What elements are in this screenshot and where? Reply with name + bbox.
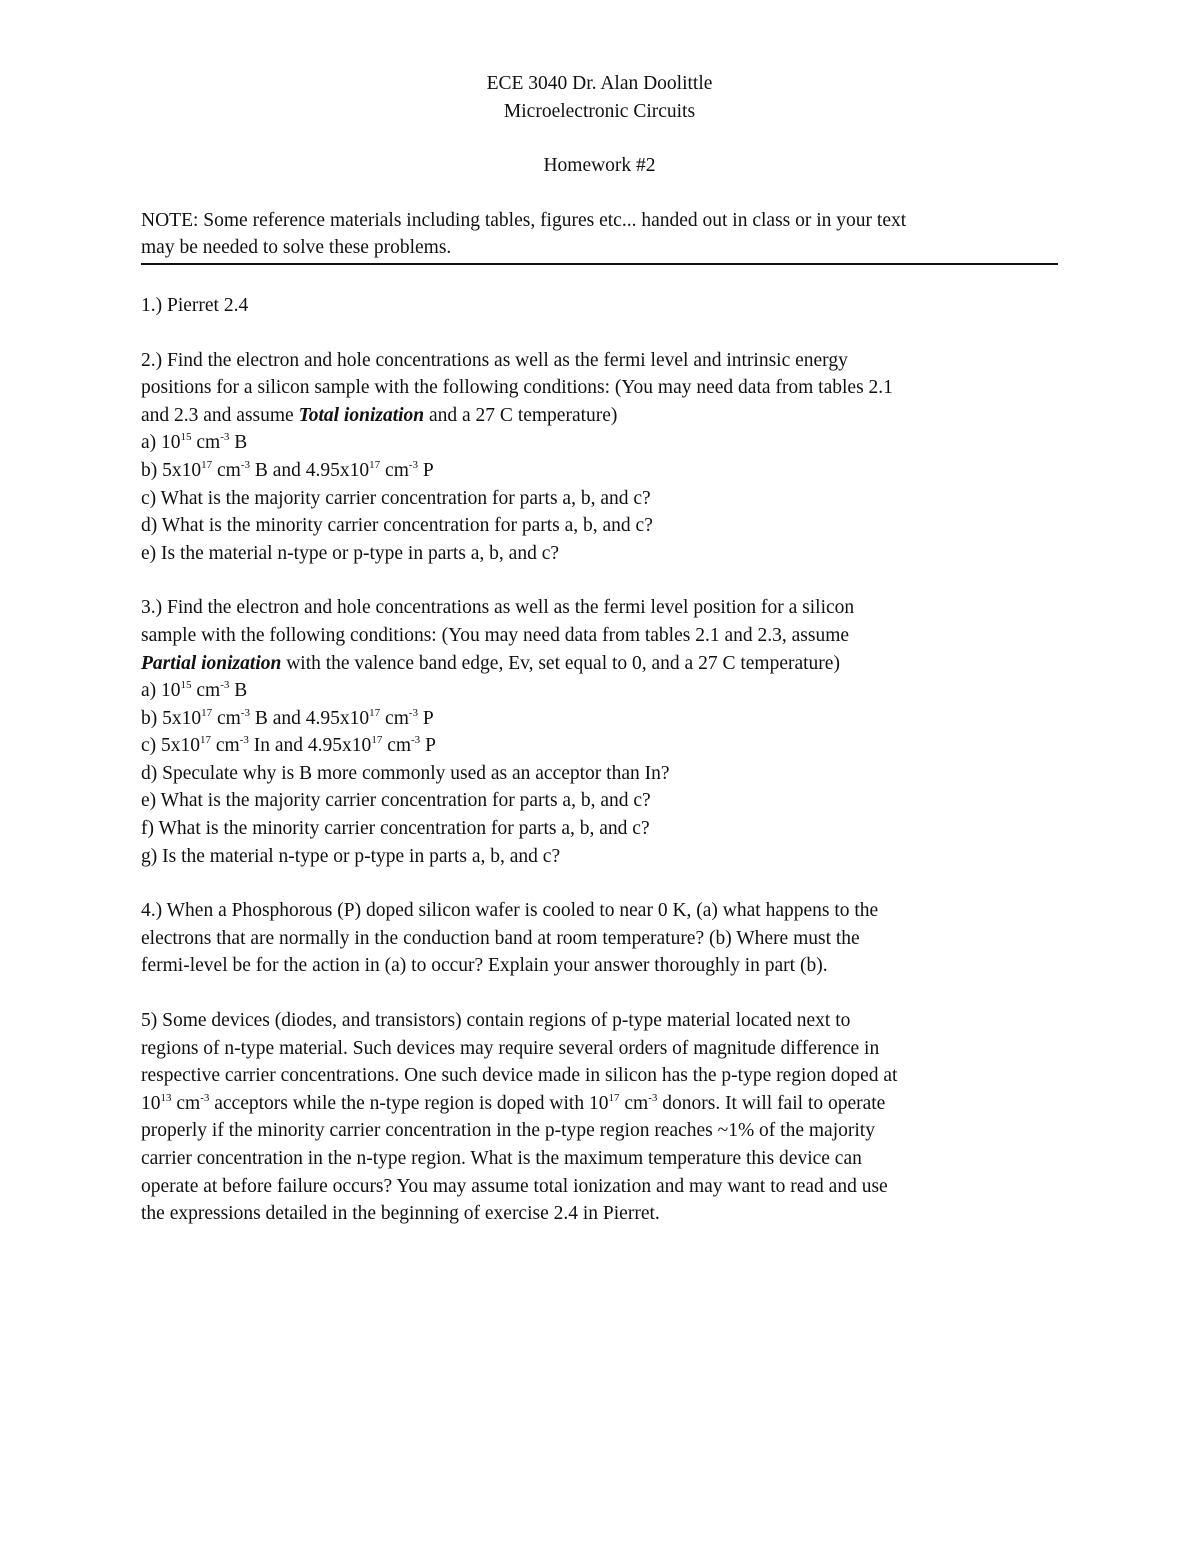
q3-intro-line-3 [141,650,1058,678]
q2-b-exponent-2: 17 [369,458,381,471]
question-2 [141,347,1058,568]
q5-text: acceptors while the n-type region is doped with 10 [209,1092,609,1114]
q4-line-3: fermi-level be for the action in (a) to occur? Explain your answer thoroughly in part (b). [141,955,828,977]
homework-title: Homework #2 [543,155,656,177]
note-block [141,207,1058,265]
q2-intro-text-end: and a 27 C temperature) [424,404,618,426]
q3-part-c [141,732,1058,760]
q3-part-f: f) What is the minority carrier concentration for parts a, b, and c? [141,818,650,840]
q5-unit-exponent-2: -3 [648,1091,658,1104]
q3-b-text-2: B and 4.95x10 [250,707,370,729]
q3-b-unit-2: cm [380,707,409,729]
q3-b-unit-exponent-2: -3 [408,706,419,719]
q2-a-unit-exponent: -3 [220,431,230,444]
note-line-2: may be needed to solve these problems. [141,237,452,259]
q5-text-end: donors. It will fail to operate [657,1092,886,1114]
q2-b-unit-2: cm [380,459,409,481]
q3-b-unit-exponent: -3 [240,706,250,719]
q2-b-text-2: B and 4.95x10 [250,459,370,481]
q2-b-exponent: 17 [201,458,213,471]
q5-exponent: 13 [160,1091,172,1104]
q3-b-dopant: P [418,707,434,729]
q5-line-5: properly if the minority carrier concentration in the p-type region reaches ~1% of the majority [141,1120,875,1142]
q5-line-3: respective carrier concentrations. One such device made in silicon has the p-type region doped at [141,1065,898,1087]
q3-c-unit: cm [211,735,240,757]
q2-a-unit: cm [191,432,221,454]
q3-b-text: b) 5x10 [141,707,202,729]
q3-part-b [141,705,1058,733]
q3-intro-line-1: 3.) Find the electron and hole concentrations as well as the fermi level position for a silicon [141,597,855,619]
q2-intro-line-1: 2.) Find the electron and hole concentrations as well as the fermi level and intrinsic energy [141,349,848,371]
q2-a-text: a) 10 [141,432,181,454]
q3-c-unit-exponent: -3 [239,734,249,747]
q3-c-unit-exponent-2: -3 [411,734,421,747]
q2-b-unit-exponent: -3 [240,458,250,471]
q2-part-d: d) What is the minority carrier concentration for parts a, b, and c? [141,515,653,537]
q3-part-g: g) Is the material n-type or p-type in parts a, b, and c? [141,845,561,867]
q3-a-exponent: 15 [180,679,192,692]
q5-line-1: 5) Some devices (diodes, and transistors) contain regions of p-type material located next to [141,1010,851,1032]
q5-unit-2: cm [619,1092,649,1114]
q3-c-text-2: In and 4.95x10 [248,735,372,757]
q3-part-d: d) Speculate why is B more commonly used as an acceptor than In? [141,762,670,784]
q5-line-8: the expressions detailed in the beginning of exercise 2.4 in Pierret. [141,1203,660,1225]
question-1-text: 1.) Pierret 2.4 [141,294,249,316]
course-line: ECE 3040 Dr. Alan Doolittle [486,73,713,94]
q2-a-exponent: 15 [180,431,192,444]
q3-a-unit: cm [191,680,221,702]
q5-line-6: carrier concentration in the n-type region. What is the maximum temperature this device can [141,1148,862,1169]
question-4 [141,897,1058,980]
q5-unit-exponent: -3 [200,1091,210,1104]
header [141,70,1058,180]
q2-intro-line-3 [141,402,1058,430]
q3-c-exponent: 17 [200,734,212,747]
q3-b-exponent: 17 [201,706,213,719]
q5-line-2: regions of n-type material. Such devices may require several orders of magnitude difference in [141,1037,880,1059]
q4-line-2: electrons that are normally in the conduction band at room temperature? (b) Where must the [141,927,860,949]
q2-b-dopant: P [418,459,434,481]
q3-c-dopant: P [420,735,436,757]
q3-part-e: e) What is the majority carrier concentration for parts a, b, and c? [141,790,651,812]
q3-b-unit: cm [212,707,241,729]
q3-c-unit-2: cm [382,735,412,757]
q3-emphasis-partial-ionization: Partial ionization [141,652,282,674]
document-content [141,70,1058,1228]
question-3 [141,594,1058,870]
q3-a-text: a) 10 [141,680,181,702]
q5-line-4 [141,1090,1058,1118]
q3-c-text: c) 5x10 [141,735,201,757]
q2-part-c: c) What is the majority carrier concentration for parts a, b, and c? [141,487,651,509]
course-subtitle: Microelectronic Circuits [503,100,696,122]
q2-part-b [141,457,1058,485]
q2-part-a [141,429,1058,457]
q2-a-dopant: B [229,432,248,454]
q3-a-unit-exponent: -3 [220,679,230,692]
q2-intro-text: and 2.3 and assume [141,404,299,426]
q3-c-exponent-2: 17 [371,734,383,747]
q2-b-unit-exponent-2: -3 [408,458,419,471]
q5-line-7: operate at before failure occurs? You may assume total ionization and may want to read and use [141,1175,888,1197]
q2-emphasis-total-ionization: Total ionization [298,404,425,426]
q3-b-exponent-2: 17 [369,706,381,719]
question-1 [141,292,1058,320]
q2-b-text: b) 5x10 [141,459,202,481]
q3-part-a [141,677,1058,705]
q3-a-dopant: B [229,680,248,702]
q3-intro-line-2: sample with the following conditions: (You may need data from tables 2.1 and 2.3, assume [141,624,850,646]
q5-exponent-2: 17 [608,1091,620,1104]
note-line-1: NOTE: Some reference materials including tables, figures etc... handed out in class or in your text [141,209,907,231]
q3-intro-text-end: with the valence band edge, Ev, set equal to 0, and a 27 C temperature) [281,652,840,674]
q4-line-1: 4.) When a Phosphorous (P) doped silicon wafer is cooled to near 0 K, (a) what happens to the [141,900,879,922]
q2-intro-line-2: positions for a silicon sample with the following conditions: (You may need data from tables 2.1 [141,377,893,399]
question-5 [141,1007,1058,1228]
q2-b-unit: cm [212,459,241,481]
q2-part-e: e) Is the material n-type or p-type in parts a, b, and c? [141,542,560,564]
q5-base: 10 [141,1092,161,1114]
q5-unit: cm [171,1092,201,1114]
